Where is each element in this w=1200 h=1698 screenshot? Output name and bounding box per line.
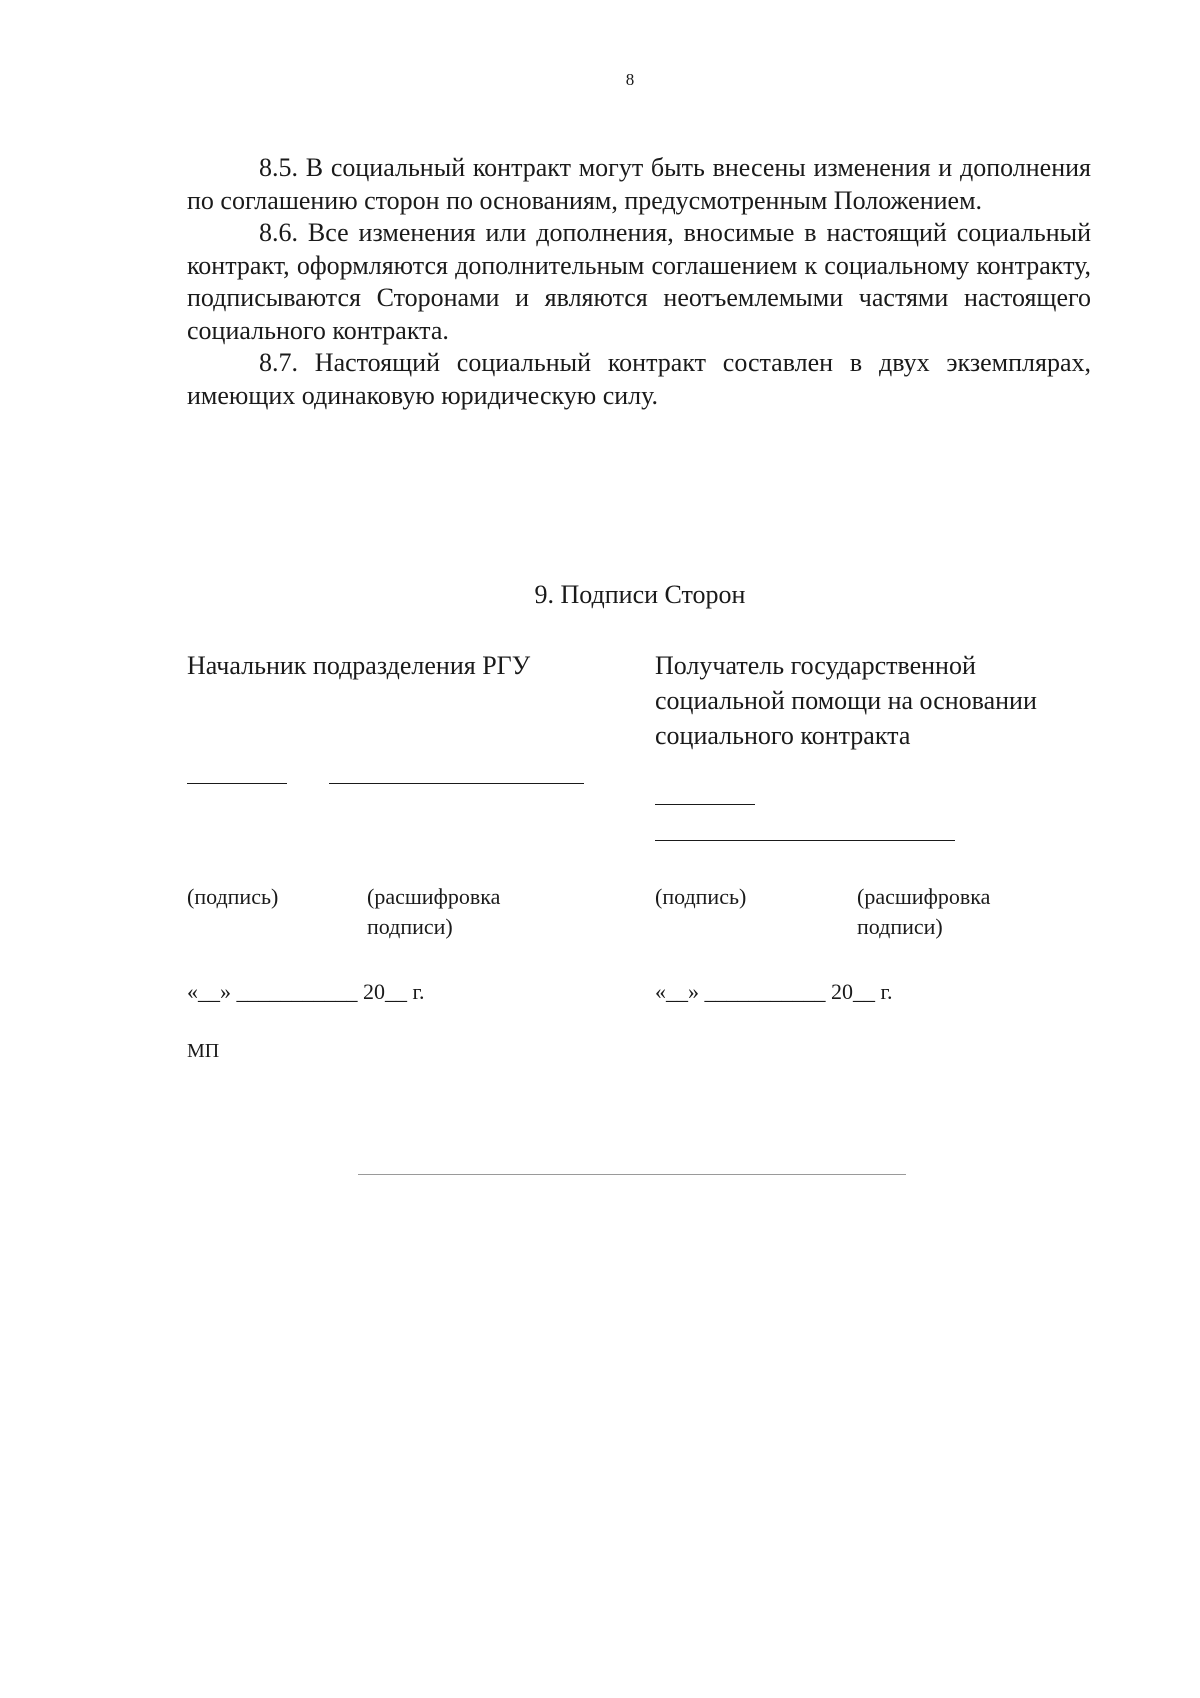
left-signature-caption: (подпись): [187, 884, 279, 909]
paragraph-8-7: 8.7. Настоящий социальный контракт составлен в двух экземплярах, имеющих одинаковую юридическую силу.: [187, 348, 1091, 410]
right-signature-line: [655, 804, 755, 805]
paragraph-8-5: 8.5. В социальный контракт могут быть внесены изменения и дополнения по соглашению сторон по основаниям, предусмотренным Положением.: [187, 153, 1091, 215]
contract-body: [187, 152, 1091, 412]
right-party-title: Получатель государственной социальной помощи на основании социального контракта: [655, 651, 1037, 750]
end-separator-line: [358, 1174, 906, 1175]
left-decode-line: [329, 783, 584, 784]
right-date-line: «__» ___________ 20__ г.: [655, 979, 893, 1004]
stamp-place: МП: [187, 1040, 220, 1062]
left-date-line: «__» ___________ 20__ г.: [187, 979, 425, 1004]
left-party-title: Начальник подразделения РГУ: [187, 651, 531, 680]
page-number: 8: [625, 70, 635, 89]
left-signature-line: [187, 783, 287, 784]
right-signature-caption: (подпись): [655, 884, 747, 909]
paragraph-8-6: 8.6. Все изменения или дополнения, вносимые в настоящий социальный контракт, оформляются дополнительным соглашением к социальному контракту, подписываются Сторонами и являются неотъемлемыми частями настоящего социального контракта.: [187, 218, 1091, 345]
right-decode-line: [655, 840, 955, 841]
right-decode-caption: (расшифровка подписи): [857, 884, 991, 939]
left-decode-caption: (расшифровка подписи): [367, 884, 501, 939]
signatures-section-title: 9. Подписи Сторон: [534, 580, 746, 609]
